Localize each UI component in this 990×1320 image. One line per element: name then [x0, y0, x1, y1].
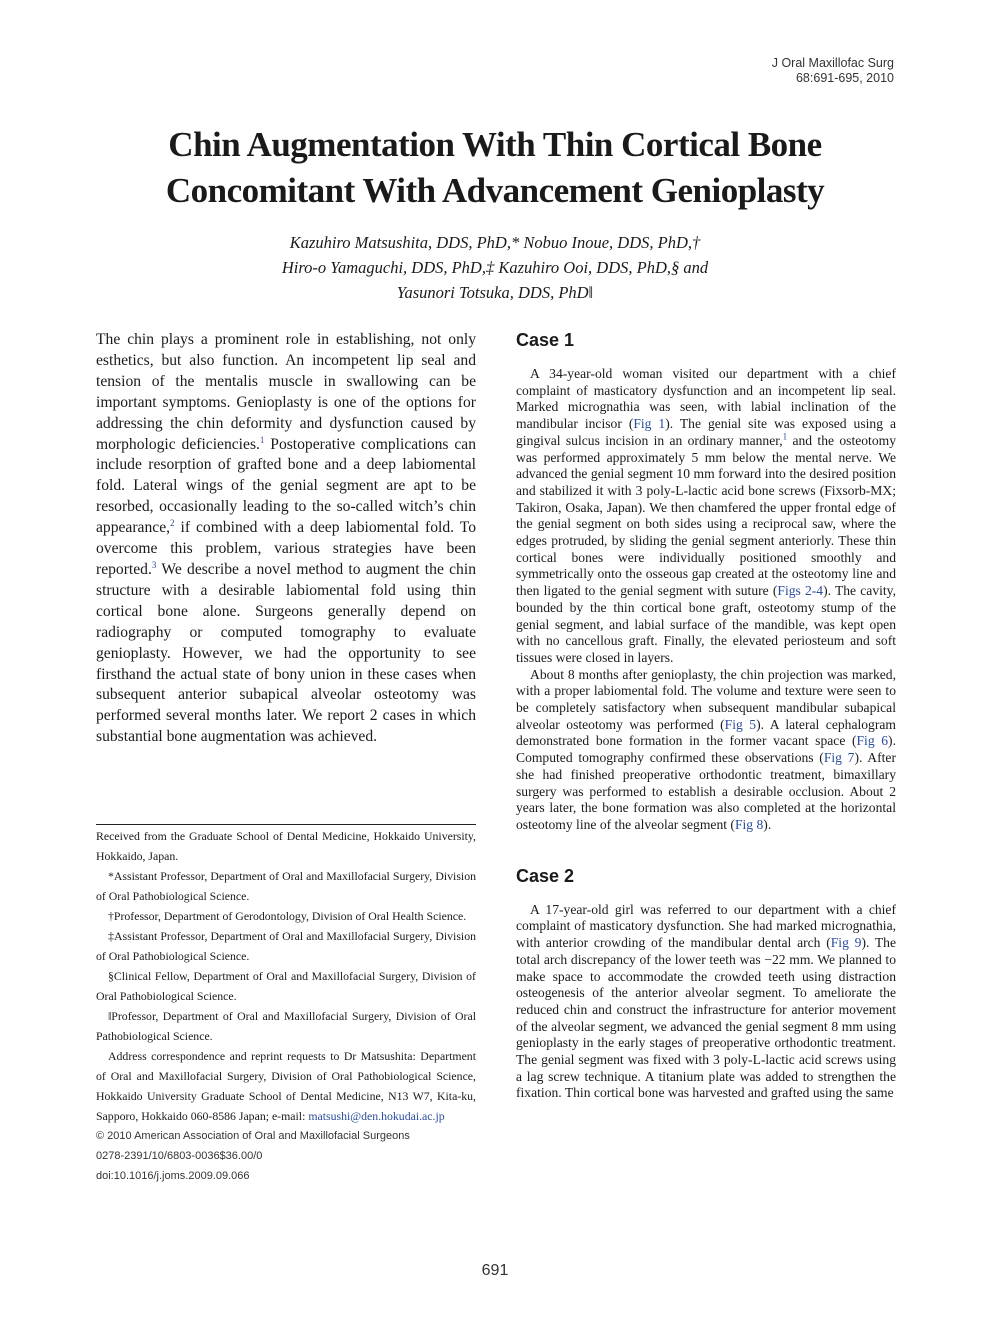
title-line-1: Chin Augmentation With Thin Cortical Bone	[168, 125, 822, 164]
doi-line: doi:10.1016/j.joms.2009.09.066	[96, 1170, 250, 1182]
affiliation-note-1: *Assistant Professor, Department of Oral and Maxillofacial Surgery, Division of Oral Pathobiological Science.	[96, 869, 476, 903]
case1-text-b5: ).	[763, 816, 772, 832]
fig-5-link[interactable]: Fig 5	[724, 716, 757, 732]
case-1-heading: Case 1	[516, 330, 575, 350]
affiliation-note-3: ‡Assistant Professor, Department of Oral and Maxillofacial Surgery, Division of Oral Pathobiological Science.	[96, 929, 476, 963]
correspondence-note	[96, 1046, 476, 1126]
right-column	[516, 328, 896, 1102]
reference-3[interactable]: 3	[151, 559, 157, 570]
reference-2[interactable]: 2	[170, 517, 175, 528]
authors-line-3: Yasunori Totsuka, DDS, PhD‖	[396, 283, 594, 302]
correspondence-address: Address correspondence and reprint requests to Dr Matsushita: Department of Oral and Maxillofacial Surgery, Division of Oral Pathobiological Science, Hokkaido University Graduate School of Dental Medicine, N13 W7, Kita-ku, Sapporo, Hokkaido 060-8586 Japan; e-mail:	[96, 1049, 476, 1123]
case-1-paragraph-2	[516, 667, 896, 834]
case1-text-b2: ). A lateral cephalogram demonstrated bone formation in the former vacant space (	[516, 716, 896, 749]
case1-text-a2: ). The genial site was exposed using a gingival sulcus incision in an ordinary manner,	[516, 416, 896, 448]
intro-text-3: if combined with a deep labiomental fold. To overcome this problem, various strategies have been reported.	[96, 519, 476, 578]
case2-text-a1: A 17-year-old girl was referred to our department with a chief complaint of masticatory dysfunction. She had marked micrognathia, with anterior crowding of the mandibular dental arch (	[516, 901, 896, 951]
article-title	[60, 122, 930, 214]
case-2-heading: Case 2	[516, 865, 575, 886]
fig-1-link[interactable]: Fig 1	[633, 416, 666, 432]
case2-text-a2: ). The total arch discrepancy of the lower teeth was −22 mm. We planned to make space to accommodate the crowded teeth using distraction osteogenesis of the anterior alveolar segment. To ameliorate the reduced chin and construct the infrastructure for anterior movement of the alveolar segment, we advanced the genial segment 8 mm using genioplasty in the early stages of preoperative orthodontic treatment. The genial segment was fixed with 3 poly-	[516, 935, 896, 1068]
email-link[interactable]: matsushi@den.hokudai.ac.jp	[308, 1109, 445, 1123]
case1-text-a1: A 34-year-old woman visited our department with a chief complaint of masticatory dysfunction and an incompetent lip seal. Marked micrognathia was seen, with labial inclination of the mandibular incisor (	[516, 366, 896, 432]
issn-line: 0278-2391/10/6803-0036$36.00/0	[96, 1150, 263, 1162]
case-2-paragraph-1	[516, 902, 896, 1102]
author-list	[60, 230, 930, 305]
case1-reference-1[interactable]: 1	[782, 431, 788, 442]
intro-text-2: Postoperative complications can include resorption of grafted bone and a deep labiomental fold. Lateral wings of the genial segment are apt to be resorbed, occasionally leading to the so-called witch’s chin appearance,	[96, 435, 476, 537]
introduction-paragraph	[96, 330, 476, 748]
case1-text-b3: ). Computed tomography confirmed these observations (	[516, 733, 896, 766]
authors-line-1: Kazuhiro Matsushita, DDS, PhD,* Nobuo Inoue, DDS, PhD,†	[289, 233, 701, 252]
received-note: Received from the Graduate School of Dental Medicine, Hokkaido University, Hokkaido, Japan.	[96, 829, 476, 863]
case-1-paragraph-1	[516, 366, 896, 667]
affiliation-note-4: §Clinical Fellow, Department of Oral and Maxillofacial Surgery, Division of Oral Pathobiological Science.	[96, 969, 476, 1003]
intro-text-1: The chin plays a prominent role in establishing, not only esthetics, but also function. An incompetent lip seal and tension of the mentalis muscle in swallowing can be important symptoms. Genioplasty is one of the options for addressing the chin deformity and dysfunction caused by morphologic deficiencies.	[96, 331, 476, 453]
case1-text-a3: and the osteotomy was performed approximately 5 mm below the mental nerve. We advanced the genial segment 10 mm forward into the desired position and stabilized it with 3 poly-	[516, 432, 897, 498]
intro-text-4: We describe a novel method to augment the chin structure with a desirable labiomental fold using thin cortical bone alone. Surgeons generally depend on radiography or computed tomography to evaluate genioplasty. However, we had the opportunity to see firsthand the actual state of bony union in these cases when subsequent anterior subapical alveolar osteotomy was performed several months later. We report 2 cases in which substantial bone augmentation was achieved.	[96, 560, 476, 746]
left-column	[96, 330, 476, 748]
footnote-divider	[96, 824, 476, 825]
case2-l-prefix: L	[752, 1052, 761, 1068]
journal-volume: 68:691-695, 2010	[795, 71, 894, 85]
title-line-2: Concomitant With Advancement Genioplasty	[165, 171, 825, 210]
case1-text-a4: -lactic acid bone screws (Fixsorb-MX; Takiron, Osaka, Japan). We then chamfered the upper frontal edge of the genial segment on both sides using a reciprocal saw, where the edges protruded, by sliding the genial segment anteriorly. These thin cortical bones were individually positioned smoothly and symmetrically onto the osseous gap created at the osteotomy line and then ligated to the genial segment with suture (	[516, 482, 896, 599]
authors-line-2: Hiro-o Yamaguchi, DDS, PhD,‡ Kazuhiro Ooi, DDS, PhD,§ and	[281, 258, 709, 277]
journal-name: J Oral Maxillofac Surg	[771, 56, 894, 70]
fig-6-link[interactable]: Fig 6	[856, 733, 889, 749]
case1-l-prefix: L	[675, 482, 684, 498]
fig-9-link[interactable]: Fig 9	[830, 935, 862, 951]
case1-text-b1: About 8 months after genioplasty, the chin projection was marked, with a proper labiomental fold. The volume and texture were seen to be completely satisfactory when subsequent mandibular subapical alveolar osteotomy was performed (	[516, 666, 896, 732]
copyright-line: © 2010 American Association of Oral and Maxillofacial Surgeons	[96, 1130, 410, 1142]
page-number: 691	[481, 1262, 509, 1279]
case1-text-b4: ). After she had finished preoperative orthodontic treatment, bimaxillary surgery was performed to establish a desirable occlusion. About 2 years later, the bone formation was also completed at the horizontal osteotomy line of the alveolar segment (	[516, 750, 896, 832]
journal-citation	[772, 56, 894, 86]
affiliation-note-2: †Professor, Department of Gerodontology, Division of Oral Health Science.	[108, 909, 467, 923]
fig-8-link[interactable]: Fig 8	[734, 816, 764, 832]
case2-text-a3: -lactic acid screws using a lag screw technique. A titanium plate was added to strengthen the fixation. Thin cortical bone was harvested and grafted using the same	[516, 1052, 896, 1101]
footnotes	[96, 826, 476, 1186]
figs-2-4-link[interactable]: Figs 2-4	[777, 583, 824, 599]
case1-text-a5: ). The cavity, bounded by the thin cortical bone graft, osteotomy stump of the genial segment, and labial surface of the mandible, was kept open with no cancellous graft. Finally, the elevated periosteum and soft tissues were closed in layers.	[516, 583, 896, 665]
reference-1[interactable]: 1	[259, 434, 265, 445]
affiliation-note-5: ‖Professor, Department of Oral and Maxillofacial Surgery, Division of Oral Pathobiological Science.	[96, 1009, 476, 1043]
fig-7-link[interactable]: Fig 7	[823, 750, 855, 766]
